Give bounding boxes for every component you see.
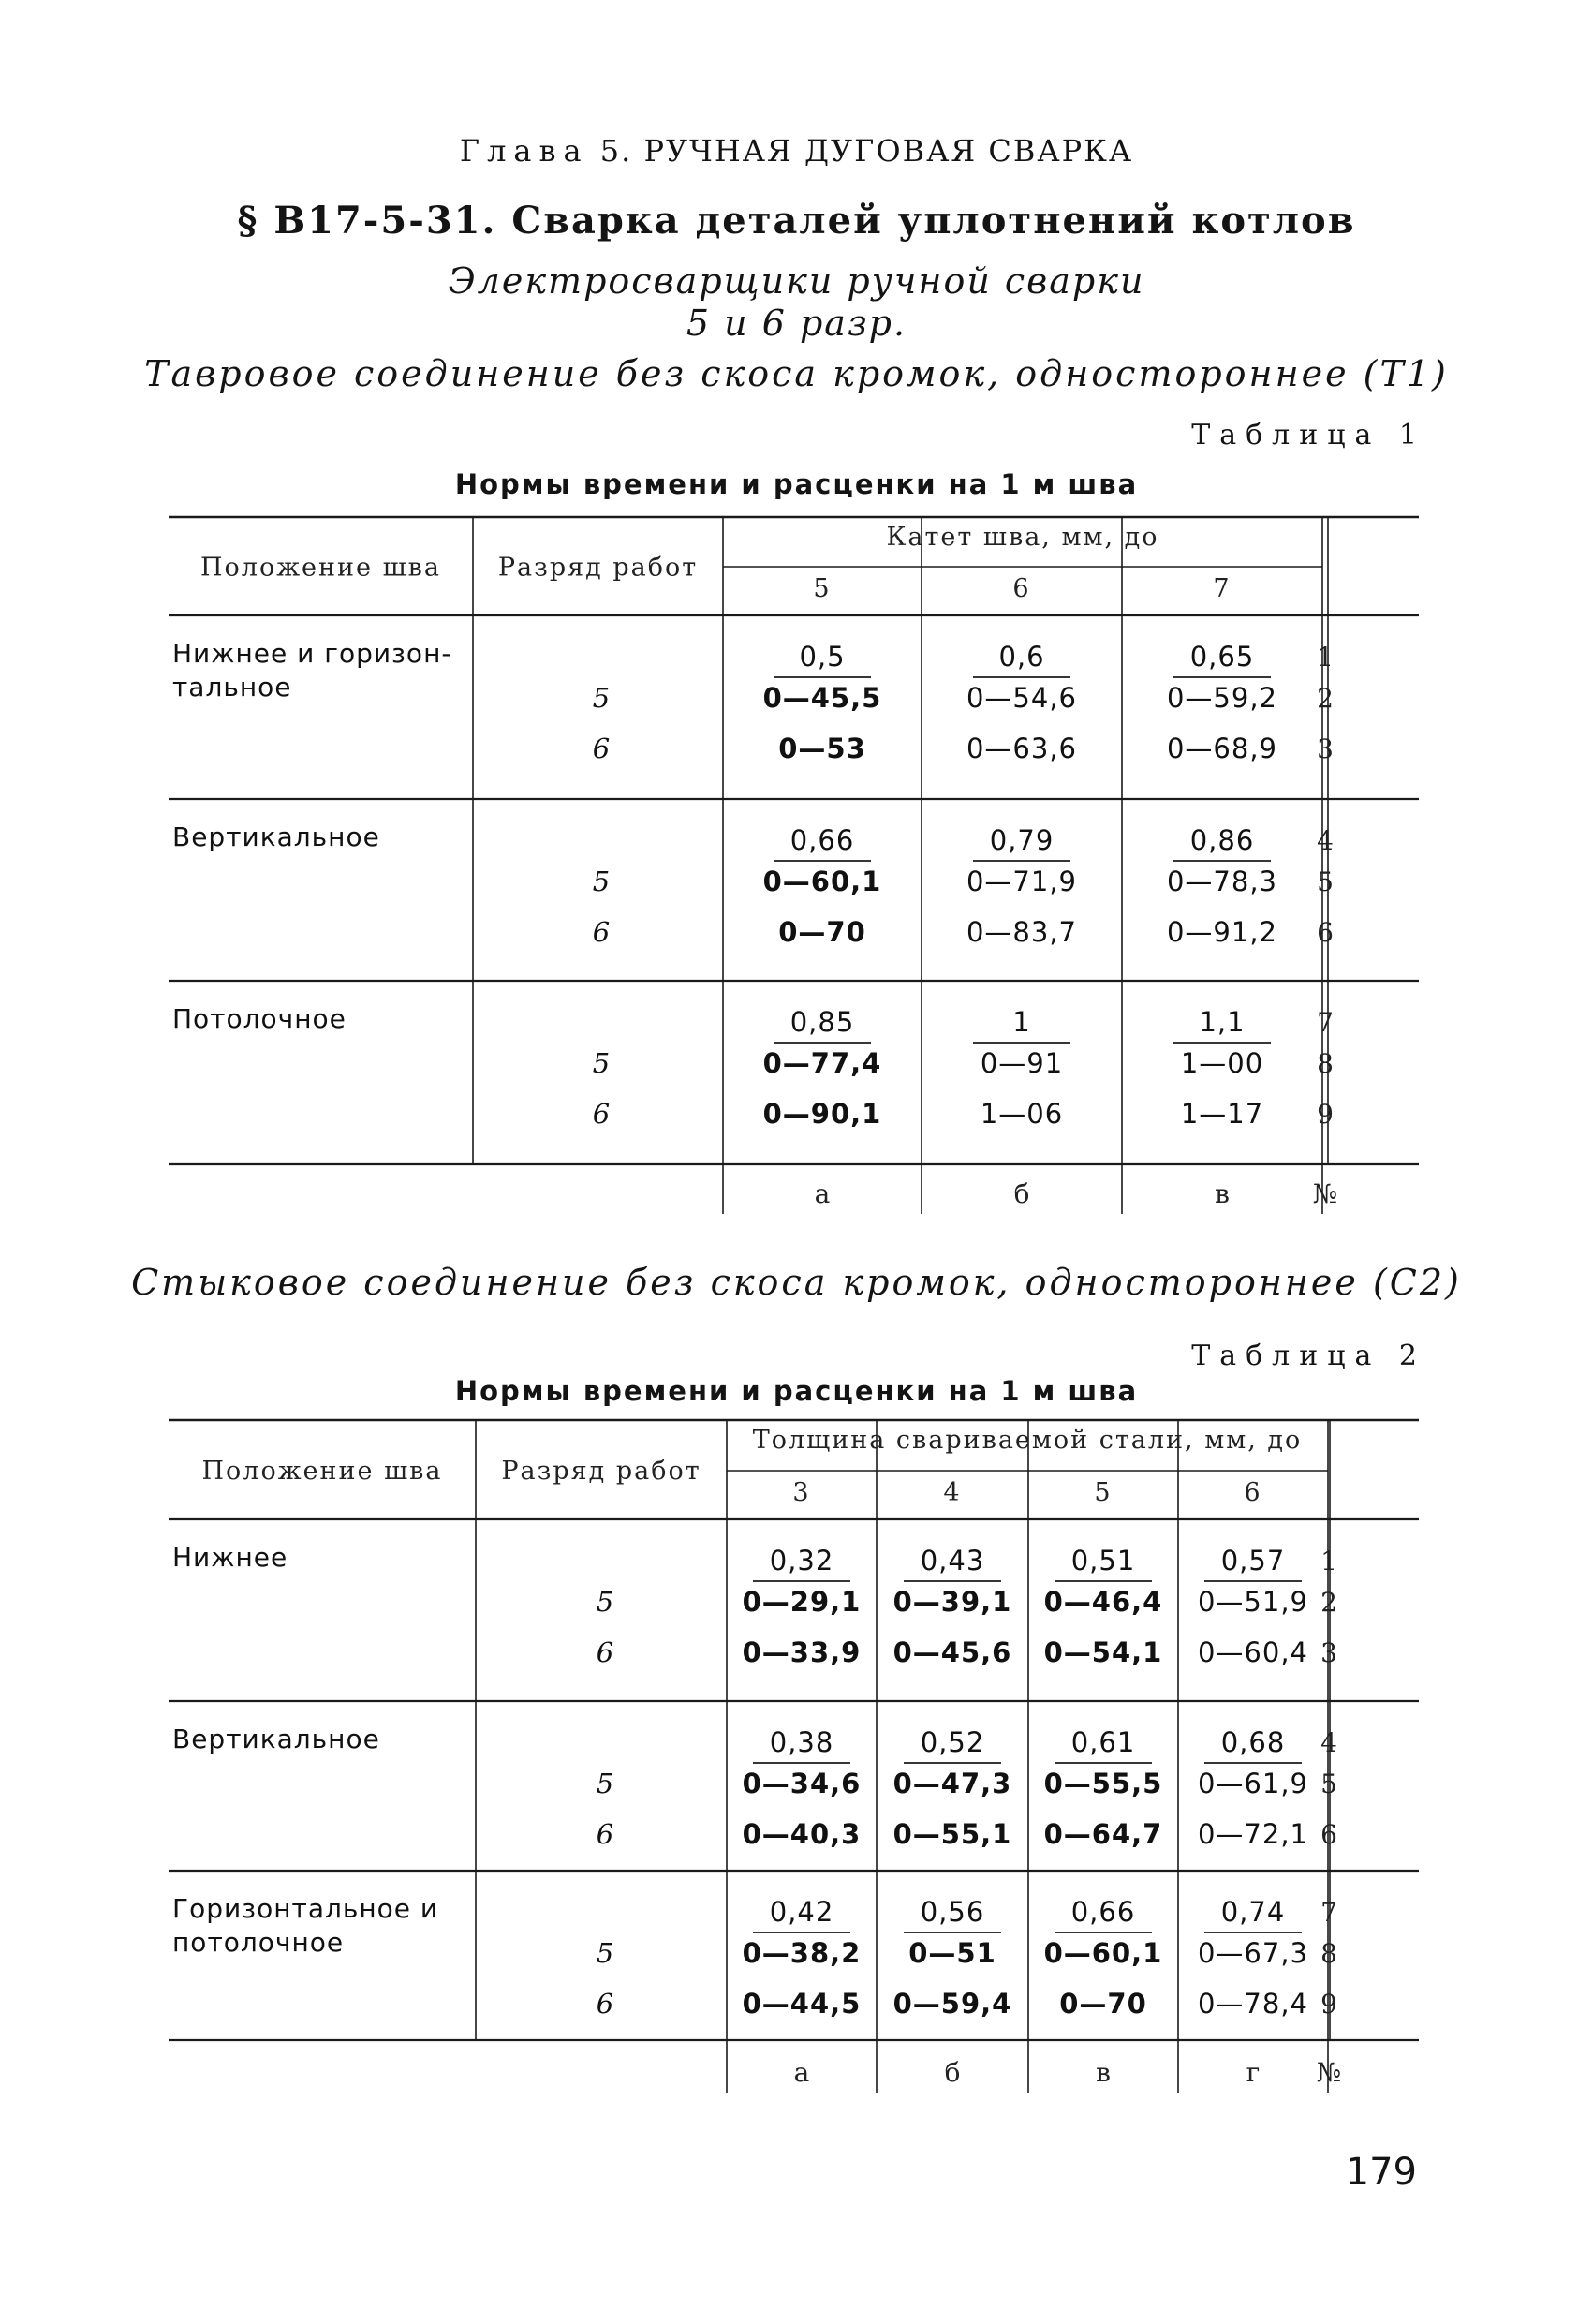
column-letter: б xyxy=(1013,1178,1030,1209)
joint-title-1: Тавровое соединение без скоса кромок, одностороннее (Т1) xyxy=(144,353,1449,394)
rate-value: 0—68,9 xyxy=(1166,733,1278,764)
row-number: 1 xyxy=(1317,642,1334,673)
section-title: § В17-5-31. Сварка деталей уплотнений котлов xyxy=(237,199,1356,243)
norm-value: 0,68 xyxy=(1220,1726,1286,1758)
workers-line: Электросварщики ручной сварки xyxy=(448,260,1145,302)
row-number: 6 xyxy=(1320,1819,1337,1850)
norm-value: 1,1 xyxy=(1199,1006,1246,1038)
rate-value: 0—83,7 xyxy=(966,916,1078,948)
header-size: 5 xyxy=(813,574,832,603)
position-label: Потолочное xyxy=(172,1003,347,1034)
rate-value: 0—72,1 xyxy=(1197,1818,1309,1850)
grade-value: 6 xyxy=(592,733,611,764)
page-number: 179 xyxy=(1345,2151,1417,2194)
header-size: 6 xyxy=(1244,1478,1262,1507)
norm-value: 0,79 xyxy=(989,824,1055,856)
row-number: 4 xyxy=(1317,825,1334,856)
column-letter: б xyxy=(944,2057,961,2088)
header-grade: Разряд работ xyxy=(501,1457,701,1486)
rate-value: 0—70 xyxy=(1059,1988,1147,2020)
grade-value: 6 xyxy=(596,1818,614,1850)
rate-value: 0—60,4 xyxy=(1197,1636,1309,1668)
position-label: Вертикальное xyxy=(172,1724,380,1754)
rate-value: 0—77,4 xyxy=(762,1047,882,1079)
position-label: Горизонтальное и xyxy=(172,1893,439,1924)
column-letter: в xyxy=(1215,1178,1230,1209)
rate-value: 0—55,1 xyxy=(892,1818,1012,1850)
rate-value: 0—54,6 xyxy=(966,682,1078,714)
row-number: 2 xyxy=(1320,1587,1337,1618)
rate-value: 0—59,4 xyxy=(892,1988,1012,2020)
header-position: Положение шва xyxy=(200,553,441,583)
row-number: 9 xyxy=(1320,1989,1337,2020)
row-number: 5 xyxy=(1317,866,1334,897)
rate-value: 0—40,3 xyxy=(742,1818,862,1850)
row-number: 8 xyxy=(1317,1048,1334,1079)
rate-value: 0—61,9 xyxy=(1197,1768,1309,1799)
rate-value: 0—90,1 xyxy=(762,1098,882,1130)
position-label: Нижнее xyxy=(172,1542,288,1573)
number-label: № xyxy=(1312,1178,1338,1209)
grade-value: 6 xyxy=(592,1098,611,1130)
position-label: тальное xyxy=(172,672,292,703)
norm-value: 0,32 xyxy=(769,1545,834,1576)
norm-value: 1 xyxy=(1012,1006,1031,1038)
grade-value: 6 xyxy=(596,1636,614,1668)
grade-value: 5 xyxy=(592,682,611,714)
rate-value: 0—91 xyxy=(980,1047,1064,1079)
rate-value: 0—63,6 xyxy=(966,733,1078,764)
grade-value: 5 xyxy=(596,1768,614,1799)
norm-value: 0,86 xyxy=(1189,824,1255,856)
rate-value: 0—54,1 xyxy=(1043,1636,1163,1668)
norm-value: 0,74 xyxy=(1220,1896,1286,1928)
rate-value: 0—46,4 xyxy=(1043,1586,1163,1618)
norm-value: 0,66 xyxy=(789,824,855,856)
table-label-2: Таблица 2 xyxy=(1191,1340,1426,1372)
table-label-1: Таблица 1 xyxy=(1191,419,1426,451)
rate-value: 0—39,1 xyxy=(892,1586,1012,1618)
grade-value: 5 xyxy=(592,1047,611,1079)
position-label: Нижнее и горизон- xyxy=(172,638,452,669)
norm-value: 0,52 xyxy=(920,1726,985,1758)
rate-value: 0—29,1 xyxy=(742,1586,862,1618)
column-letter: а xyxy=(793,2057,810,2088)
norm-value: 0,61 xyxy=(1070,1726,1136,1758)
grades-line: 5 и 6 разр. xyxy=(686,303,907,344)
rate-value: 0—55,5 xyxy=(1043,1768,1163,1799)
rate-value: 0—53 xyxy=(778,733,866,764)
row-number: 7 xyxy=(1317,1007,1334,1038)
row-number: 2 xyxy=(1317,683,1334,714)
rate-value: 1—00 xyxy=(1180,1047,1264,1079)
row-number: 9 xyxy=(1317,1099,1334,1130)
joint-title-2: Стыковое соединение без скоса кромок, одностороннее (С2) xyxy=(131,1262,1462,1303)
norm-value: 0,43 xyxy=(920,1545,985,1576)
rate-value: 0—64,7 xyxy=(1043,1818,1163,1850)
rate-value: 0—44,5 xyxy=(742,1988,862,2020)
norm-value: 0,5 xyxy=(799,641,846,673)
column-letter: в xyxy=(1096,2057,1111,2088)
table-caption-1: Нормы времени и расценки на 1 м шва xyxy=(454,468,1139,500)
rate-value: 1—17 xyxy=(1180,1098,1264,1130)
rate-value: 0—47,3 xyxy=(892,1768,1012,1799)
column-letter: г xyxy=(1246,2057,1261,2088)
rate-value: 0—71,9 xyxy=(966,866,1078,897)
row-number: 8 xyxy=(1320,1938,1337,1969)
header-size: 3 xyxy=(792,1478,811,1507)
rate-value: 1—06 xyxy=(980,1098,1064,1130)
norm-value: 0,6 xyxy=(998,641,1045,673)
rate-value: 0—45,6 xyxy=(892,1636,1012,1668)
header-size: 5 xyxy=(1094,1478,1113,1507)
norm-value: 0,38 xyxy=(769,1726,834,1758)
rate-value: 0—91,2 xyxy=(1166,916,1278,948)
norm-value: 0,56 xyxy=(920,1896,985,1928)
header-size-group: Толщина свариваемой стали, мм, до xyxy=(752,1426,1303,1455)
position-label: потолочное xyxy=(172,1927,345,1958)
rate-value: 0—67,3 xyxy=(1197,1937,1309,1969)
header-position: Положение шва xyxy=(201,1457,443,1486)
rate-value: 0—51 xyxy=(908,1937,996,1969)
grade-value: 5 xyxy=(592,866,611,897)
table-caption-2: Нормы времени и расценки на 1 м шва xyxy=(454,1375,1139,1407)
rate-value: 0—60,1 xyxy=(762,866,882,897)
row-number: 3 xyxy=(1317,733,1334,764)
row-number: 4 xyxy=(1320,1727,1337,1758)
norm-value: 0,66 xyxy=(1070,1896,1136,1928)
norm-value: 0,65 xyxy=(1189,641,1255,673)
norm-value: 0,51 xyxy=(1070,1545,1136,1576)
row-number: 1 xyxy=(1320,1546,1337,1576)
norm-value: 0,85 xyxy=(789,1006,855,1038)
number-label: № xyxy=(1316,2057,1342,2088)
chapter-title: РУЧНАЯ ДУГОВАЯ СВАРКА xyxy=(643,133,1134,169)
norm-value: 0,57 xyxy=(1220,1545,1286,1576)
header-size: 7 xyxy=(1213,574,1232,603)
rate-value: 0—33,9 xyxy=(742,1636,862,1668)
rate-value: 0—34,6 xyxy=(742,1768,862,1799)
rate-value: 0—78,4 xyxy=(1197,1988,1309,2020)
row-number: 5 xyxy=(1320,1769,1337,1799)
norm-value: 0,42 xyxy=(769,1896,834,1928)
header-size: 4 xyxy=(943,1478,962,1507)
rate-value: 0—70 xyxy=(778,916,866,948)
rate-value: 0—51,9 xyxy=(1197,1586,1309,1618)
column-letter: а xyxy=(814,1178,831,1209)
grade-value: 5 xyxy=(596,1937,614,1969)
rate-value: 0—78,3 xyxy=(1166,866,1278,897)
grade-value: 6 xyxy=(592,916,611,948)
grade-value: 6 xyxy=(596,1988,614,2020)
rate-value: 0—59,2 xyxy=(1166,682,1278,714)
header-size-group: Катет шва, мм, до xyxy=(886,523,1159,552)
rate-value: 0—45,5 xyxy=(762,682,882,714)
grade-value: 5 xyxy=(596,1586,614,1618)
row-number: 7 xyxy=(1320,1897,1337,1928)
row-number: 6 xyxy=(1317,917,1334,948)
row-number: 3 xyxy=(1320,1637,1337,1668)
chapter-prefix: Глава xyxy=(459,133,589,169)
header-size: 6 xyxy=(1012,574,1031,603)
rate-value: 0—60,1 xyxy=(1043,1937,1163,1969)
chapter-number: 5. xyxy=(599,133,633,169)
header-grade: Разряд работ xyxy=(497,553,699,583)
rate-value: 0—38,2 xyxy=(742,1937,862,1969)
position-label: Вертикальное xyxy=(172,822,380,852)
